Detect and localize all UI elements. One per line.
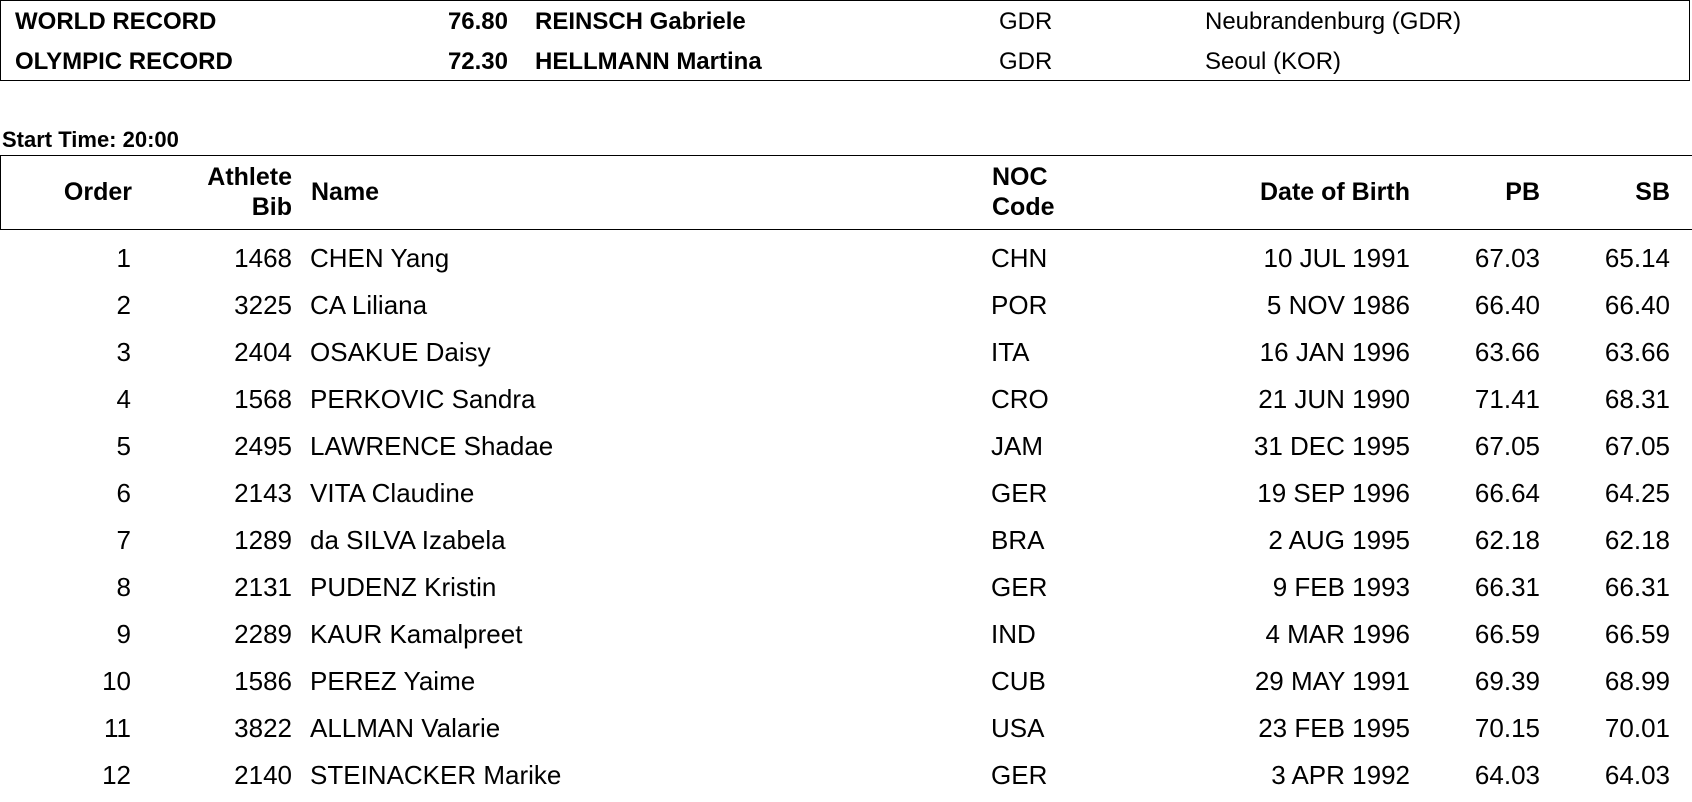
header-bib-line1: Athlete <box>207 163 292 191</box>
dob-cell: 2 AUG 1995 <box>1268 525 1410 555</box>
noc-cell: GER <box>991 760 1048 790</box>
bib-cell: 2404 <box>234 337 292 367</box>
order-cell: 7 <box>116 525 131 555</box>
record-venue: Neubrandenburg (GDR) <box>1205 8 1462 35</box>
dob-cell: 4 MAR 1996 <box>1265 619 1410 649</box>
athlete-name: da SILVA Izabela <box>310 525 506 555</box>
noc-cell: GER <box>991 572 1048 602</box>
record-label: OLYMPIC RECORD <box>15 48 233 75</box>
bib-cell: 2143 <box>234 478 292 508</box>
noc-cell: POR <box>991 290 1048 320</box>
olympic-record-row <box>1 45 1689 79</box>
sb-cell: 67.05 <box>1604 431 1670 461</box>
athlete-name: OSAKUE Daisy <box>310 337 491 367</box>
table-row <box>0 752 1692 799</box>
table-row <box>0 564 1692 611</box>
dob-cell: 3 APR 1992 <box>1271 760 1410 790</box>
sb-cell: 70.01 <box>1604 713 1670 743</box>
athlete-name: PERKOVIC Sandra <box>310 384 536 414</box>
header-dob: Date of Birth <box>1260 178 1410 206</box>
records-box <box>0 0 1690 81</box>
bib-cell: 2131 <box>234 572 292 602</box>
table-row <box>0 658 1692 705</box>
athlete-name: PUDENZ Kristin <box>310 572 497 602</box>
noc-cell: JAM <box>991 431 1043 461</box>
pb-cell: 62.18 <box>1474 525 1540 555</box>
dob-cell: 9 FEB 1993 <box>1272 572 1410 602</box>
record-noc: GDR <box>999 48 1053 75</box>
order-cell: 1 <box>116 243 131 273</box>
record-athlete: REINSCH Gabriele <box>535 8 746 35</box>
noc-cell: IND <box>991 619 1036 649</box>
sb-cell: 66.31 <box>1604 572 1670 602</box>
athlete-name: CHEN Yang <box>310 243 450 273</box>
header-order: Order <box>63 178 132 206</box>
table-row <box>0 611 1692 658</box>
pb-cell: 67.05 <box>1474 431 1540 461</box>
athlete-name: KAUR Kamalpreet <box>310 619 523 649</box>
bib-cell: 1568 <box>234 384 292 414</box>
record-venue: Seoul (KOR) <box>1205 48 1342 75</box>
table-row <box>0 282 1692 329</box>
dob-cell: 16 JAN 1996 <box>1259 337 1410 367</box>
sb-cell: 62.18 <box>1604 525 1670 555</box>
athlete-name: STEINACKER Marike <box>310 760 562 790</box>
header-noc-line2: Code <box>992 193 1055 221</box>
sb-cell: 65.14 <box>1604 243 1670 273</box>
table-row <box>0 517 1692 564</box>
noc-cell: CHN <box>991 243 1048 273</box>
table-row <box>0 235 1692 282</box>
order-cell: 5 <box>116 431 131 461</box>
sb-cell: 66.40 <box>1604 290 1670 320</box>
table-row <box>0 329 1692 376</box>
table-row <box>0 705 1692 752</box>
table-row <box>0 376 1692 423</box>
world-record-row <box>1 5 1689 39</box>
order-cell: 4 <box>116 384 131 414</box>
start-time: Start Time: 20:00 <box>2 127 179 152</box>
header-bib <box>207 162 292 222</box>
order-cell: 11 <box>104 713 131 743</box>
pb-cell: 69.39 <box>1474 666 1540 696</box>
order-cell: 6 <box>116 478 131 508</box>
header-sb: SB <box>1635 178 1670 206</box>
noc-cell: ITA <box>991 337 1030 367</box>
table-header <box>0 155 1692 230</box>
noc-cell: BRA <box>991 525 1045 555</box>
sb-cell: 68.31 <box>1604 384 1670 414</box>
dob-cell: 21 JUN 1990 <box>1258 384 1410 414</box>
order-cell: 8 <box>116 572 131 602</box>
dob-cell: 29 MAY 1991 <box>1254 666 1410 696</box>
athlete-name: VITA Claudine <box>310 478 475 508</box>
dob-cell: 10 JUL 1991 <box>1263 243 1410 273</box>
athlete-name: ALLMAN Valarie <box>310 713 501 743</box>
pb-cell: 64.03 <box>1474 760 1540 790</box>
athlete-name: PEREZ Yaime <box>310 666 476 696</box>
sb-cell: 63.66 <box>1604 337 1670 367</box>
pb-cell: 63.66 <box>1474 337 1540 367</box>
sb-cell: 64.25 <box>1604 478 1670 508</box>
sb-cell: 64.03 <box>1604 760 1670 790</box>
pb-cell: 66.40 <box>1474 290 1540 320</box>
pb-cell: 66.64 <box>1474 478 1540 508</box>
pb-cell: 66.31 <box>1474 572 1540 602</box>
header-noc-line1: NOC <box>992 163 1048 191</box>
record-athlete: HELLMANN Martina <box>535 48 762 75</box>
bib-cell: 3225 <box>234 290 292 320</box>
header-noc <box>992 162 1055 222</box>
bib-cell: 1468 <box>234 243 292 273</box>
noc-cell: CUB <box>991 666 1046 696</box>
order-cell: 10 <box>102 666 131 696</box>
dob-cell: 23 FEB 1995 <box>1258 713 1410 743</box>
order-cell: 9 <box>116 619 131 649</box>
athlete-name: LAWRENCE Shadae <box>310 431 554 461</box>
noc-cell: CRO <box>991 384 1049 414</box>
header-pb: PB <box>1505 178 1540 206</box>
sb-cell: 66.59 <box>1604 619 1670 649</box>
dob-cell: 19 SEP 1996 <box>1257 478 1410 508</box>
dob-cell: 5 NOV 1986 <box>1266 290 1410 320</box>
record-noc: GDR <box>999 8 1053 35</box>
bib-cell: 1586 <box>234 666 292 696</box>
order-cell: 2 <box>116 290 131 320</box>
bib-cell: 2140 <box>234 760 292 790</box>
record-mark: 72.30 <box>447 48 508 75</box>
record-label: WORLD RECORD <box>15 8 217 35</box>
header-bib-line2: Bib <box>251 193 292 221</box>
pb-cell: 70.15 <box>1474 713 1540 743</box>
table-row <box>0 423 1692 470</box>
pb-cell: 66.59 <box>1474 619 1540 649</box>
table-row <box>0 470 1692 517</box>
bib-cell: 2495 <box>234 431 292 461</box>
athlete-name: CA Liliana <box>310 290 428 320</box>
dob-cell: 31 DEC 1995 <box>1253 431 1410 461</box>
record-mark: 76.80 <box>447 8 508 35</box>
noc-cell: USA <box>991 713 1045 743</box>
order-cell: 3 <box>116 337 131 367</box>
bib-cell: 3822 <box>234 713 292 743</box>
pb-cell: 67.03 <box>1474 243 1540 273</box>
sb-cell: 68.99 <box>1604 666 1670 696</box>
bib-cell: 2289 <box>234 619 292 649</box>
pb-cell: 71.41 <box>1474 384 1540 414</box>
bib-cell: 1289 <box>234 525 292 555</box>
noc-cell: GER <box>991 478 1048 508</box>
order-cell: 12 <box>102 760 131 790</box>
header-name: Name <box>311 178 380 206</box>
